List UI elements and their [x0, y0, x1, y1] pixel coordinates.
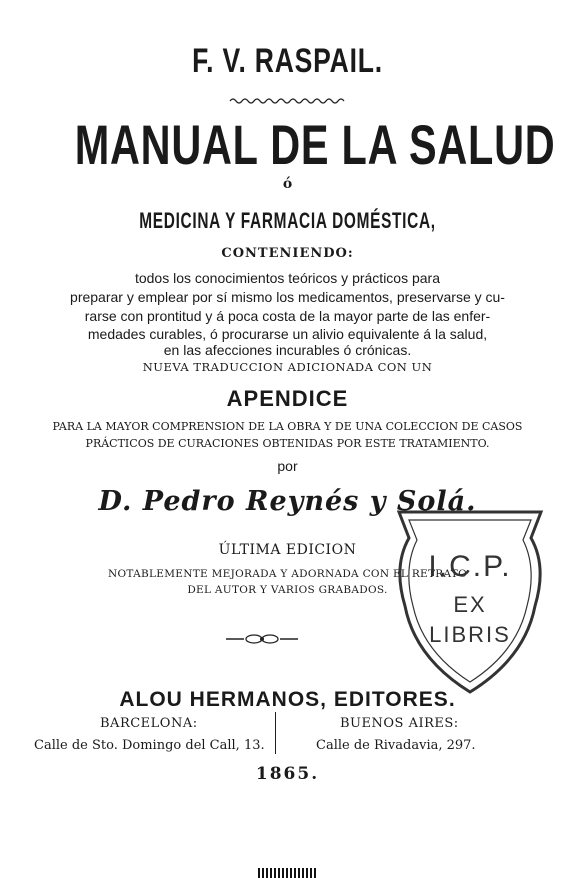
ornamental-rule-bottom	[224, 632, 300, 646]
publisher-name: ALOU HERMANOS, EDITORES.	[119, 688, 456, 711]
city-right: BUENOS AIRES:	[340, 716, 459, 731]
stamp-line-1: I.C.P.	[428, 550, 512, 583]
edition-line: NOTABLEMENTE MEJORADA Y ADORNADA CON EL RETRATO	[107, 568, 468, 580]
contents-label: CONTENIENDO:	[221, 246, 354, 261]
city-left: BARCELONA:	[100, 716, 198, 731]
ornamental-rule-top	[228, 96, 348, 106]
edition-label: ÚLTIMA EDICION	[218, 542, 357, 558]
description-line: medades curables, ó procurarse un alivio equivalente á la salud,	[87, 326, 488, 342]
author-heading: F. V. RASPAIL.	[192, 42, 383, 80]
book-title: MANUAL DE LA SALUD	[74, 113, 556, 176]
description-line: rarse con prontitud y á poca costa de la mayor parte de las enfer-	[84, 308, 491, 324]
translator-name: D. Pedro Reynés y Solá.	[98, 486, 477, 517]
title-connector: ó	[282, 176, 293, 192]
description-line: todos los conocimientos teóricos y prácticos para	[134, 270, 441, 286]
address-left: Calle de Sto. Domingo del Call, 13.	[34, 738, 265, 753]
edition-line: DEL AUTOR Y VARIOS GRABADOS.	[187, 584, 388, 596]
stamp-line-3: LIBRIS	[429, 622, 511, 647]
scan-edge-mark	[258, 868, 318, 878]
description-line: en las afecciones incurables ó crónicas.	[163, 342, 412, 358]
appendix-label: APENDICE	[226, 386, 349, 411]
book-subtitle: MEDICINA Y FARMACIA DOMÉSTICA,	[139, 208, 436, 233]
address-right: Calle de Rivadavia, 297.	[316, 738, 476, 753]
by-label: por	[277, 458, 298, 474]
description-line: preparar y emplear por sí mismo los medicamentos, preservarse y cu-	[70, 289, 505, 305]
translation-note: NUEVA TRADUCCION ADICIONADA CON UN	[142, 360, 433, 374]
column-divider	[275, 712, 276, 754]
appendix-line: PARA LA MAYOR COMPRENSION DE LA OBRA Y DE UNA COLECCION DE CASOS	[52, 420, 523, 433]
publication-year: 1865.	[255, 764, 320, 784]
appendix-line: PRÁCTICOS DE CURACIONES OBTENIDAS POR ESTE TRATAMIENTO.	[85, 437, 490, 450]
stamp-line-2: EX	[453, 592, 487, 617]
ex-libris-stamp	[385, 508, 555, 698]
